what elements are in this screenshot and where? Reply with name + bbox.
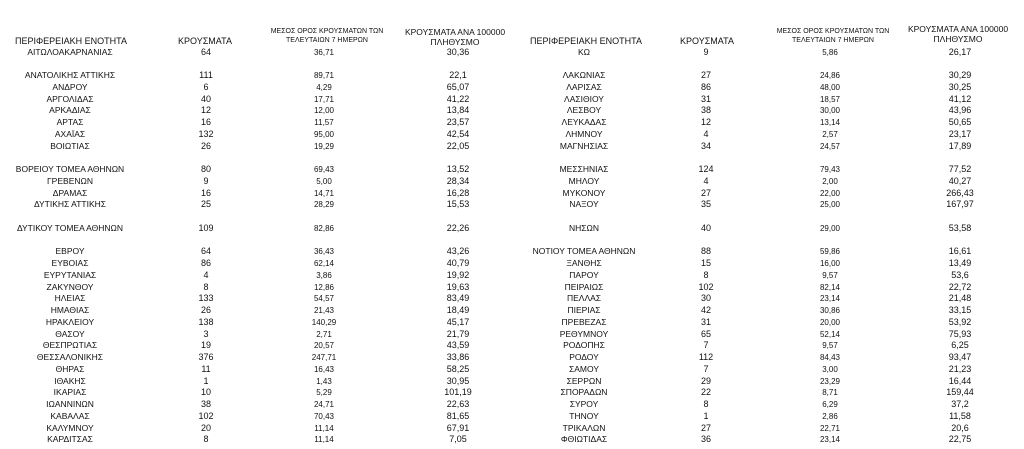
left-cell-avg: 3,86 — [316, 270, 332, 280]
right-table-row — [0, 434, 1024, 445]
right-cell-avg: 3,00 — [822, 364, 838, 374]
right-cell-cases: 8 — [703, 399, 709, 409]
left-cell-cases: 109 — [198, 222, 214, 233]
right-cell-name: ΠΑΡΟΥ — [569, 269, 599, 280]
left-cell-name: ΔΥΤΙΚΗΣ ΑΤΤΙΚΗΣ — [33, 199, 107, 210]
left-cell-avg: 19,29 — [313, 141, 335, 151]
right-table-row — [0, 199, 1024, 210]
right-table-row — [0, 94, 1024, 105]
right-cell-avg: 48,00 — [819, 82, 841, 92]
left-cell-cases: 19 — [200, 340, 212, 351]
right-cell-per: 22,75 — [948, 434, 972, 445]
right-cell-avg: 5,86 — [822, 47, 838, 57]
left-cell-avg: 62,14 — [313, 259, 335, 268]
left-cell-name: ΚΑΡΔΙΤΣΑΣ — [47, 434, 93, 445]
right-table-row — [0, 117, 1024, 128]
left-cell-avg: 36,71 — [313, 47, 335, 57]
left-cell-name: ΔΡΑΜΑΣ — [52, 187, 88, 198]
left-cell-avg: 69,43 — [313, 165, 335, 174]
left-cell-per: 81,65 — [446, 410, 470, 421]
right-cell-name: ΜΑΓΝΗΣΙΑΣ — [559, 140, 609, 151]
left-cell-cases: 86 — [200, 258, 212, 268]
left-cell-per: 45,17 — [446, 316, 470, 327]
left-cell-name: ΘΕΣΣΑΛΟΝΙΚΗΣ — [36, 352, 104, 362]
left-cell-cases: 138 — [198, 316, 214, 327]
right-cell-name: ΞΑΝΘΗΣ — [566, 258, 602, 268]
left-cell-avg: 1,43 — [316, 376, 332, 386]
left-cell-cases: 102 — [198, 410, 214, 421]
right-cell-per: 21,48 — [948, 293, 972, 304]
right-cell-avg: 16,00 — [819, 259, 841, 268]
right-cell-name: ΝΑΞΟΥ — [569, 199, 599, 210]
left-cell-cases: 26 — [200, 305, 212, 315]
right-header-cases: ΚΡΟΥΣΜΑΤΑ — [680, 36, 734, 46]
right-cell-per: 159,44 — [946, 387, 974, 398]
right-table-row — [0, 141, 1024, 152]
left-cell-cases: 64 — [200, 46, 212, 57]
left-cell-per: 13,84 — [446, 105, 470, 116]
right-cell-avg: 23,14 — [819, 435, 841, 445]
right-cell-cases: 124 — [698, 164, 714, 174]
right-table-row — [0, 211, 1024, 222]
right-cell-cases: 1 — [703, 410, 709, 421]
left-cell-per: 19,92 — [446, 269, 470, 280]
left-cell-name: ΘΕΣΠΡΩΤΙΑΣ — [42, 340, 98, 351]
right-table-row — [0, 152, 1024, 163]
left-cell-avg: 36,43 — [313, 247, 335, 257]
left-cell-avg: 24,71 — [313, 400, 335, 409]
left-cell-name: ΘΑΣΟΥ — [55, 328, 85, 339]
right-cell-cases: 8 — [703, 269, 709, 280]
right-cell-name: ΣΥΡΟΥ — [569, 399, 599, 409]
right-table-row — [0, 387, 1024, 398]
right-cell-per: 53,58 — [948, 222, 972, 233]
left-cell-per: 13,52 — [446, 164, 470, 174]
right-cell-avg: 2,57 — [822, 129, 838, 139]
left-cell-per: 42,54 — [446, 128, 470, 139]
right-table-row — [0, 70, 1024, 81]
left-cell-cases: 1 — [203, 375, 209, 386]
right-cell-avg: 52,14 — [819, 329, 841, 339]
left-cell-name: ΑΡΚΑΔΙΑΣ — [49, 105, 91, 116]
left-cell-name: ΒΟΡΕΙΟΥ ΤΟΜΕΑ ΑΘΗΝΩΝ — [15, 164, 125, 174]
left-cell-cases: 10 — [200, 387, 212, 398]
right-cell-name: ΛΑΣΙΘΙΟΥ — [564, 93, 604, 104]
right-table-row — [0, 235, 1024, 246]
left-cell-per: 16,28 — [446, 187, 470, 198]
left-cell-per: 30,36 — [446, 46, 470, 57]
right-cell-avg: 22,71 — [819, 423, 841, 433]
right-cell-avg: 20,00 — [819, 317, 841, 327]
left-cell-per: 43,26 — [446, 246, 470, 257]
left-cell-per: 23,57 — [446, 117, 470, 127]
right-cell-avg: 24,57 — [819, 141, 841, 151]
left-cell-cases: 6 — [203, 81, 209, 92]
right-cell-per: 6,25 — [951, 340, 969, 351]
right-cell-cases: 27 — [700, 422, 712, 433]
right-cell-name: ΣΑΜΟΥ — [568, 363, 600, 374]
right-cell-cases: 102 — [698, 281, 714, 292]
left-cell-name: ΙΩΑΝΝΙΝΩΝ — [46, 399, 94, 409]
left-cell-per: 21,79 — [446, 328, 470, 339]
right-table-row — [0, 47, 1024, 58]
left-header-per — [400, 27, 510, 47]
left-cell-per: 22,1 — [449, 70, 467, 80]
right-table-row — [0, 305, 1024, 316]
left-cell-avg: 54,57 — [313, 294, 335, 304]
left-header-region: ΠΕΡΙΦΕΡΕΙΑΚΗ ΕΝΟΤΗΤΑ — [14, 36, 128, 46]
right-table-row — [0, 176, 1024, 187]
left-cell-cases: 40 — [200, 93, 212, 104]
right-cell-per: 75,93 — [948, 328, 972, 339]
right-cell-avg: 23,14 — [819, 294, 841, 304]
right-cell-avg: 6,29 — [822, 400, 838, 409]
left-cell-cases: 9 — [203, 175, 209, 186]
right-cell-name: ΡΕΘΥΜΝΟΥ — [559, 328, 609, 339]
left-cell-cases: 8 — [203, 281, 209, 292]
left-cell-avg: 5,29 — [316, 388, 332, 398]
left-cell-cases: 16 — [200, 187, 212, 198]
right-cell-per: 20,6 — [951, 422, 969, 433]
right-header-per — [900, 24, 1016, 44]
right-cell-cases: 42 — [700, 305, 712, 315]
left-cell-cases: 16 — [200, 117, 212, 127]
right-cell-cases: 38 — [700, 105, 712, 116]
right-cell-per: 77,52 — [948, 164, 972, 174]
left-cell-per: 18,49 — [446, 305, 470, 315]
right-cell-per: 22,72 — [948, 281, 972, 292]
left-cell-avg: 17,71 — [313, 94, 335, 104]
right-cell-name: ΣΠΟΡΑΔΩΝ — [560, 387, 608, 398]
right-cell-name: ΡΟΔΟΠΗΣ — [563, 340, 605, 351]
right-cell-avg: 29,00 — [819, 223, 841, 233]
right-cell-cases: 30 — [700, 293, 712, 304]
left-cell-cases: 26 — [200, 140, 212, 151]
right-cell-avg: 9,57 — [822, 341, 838, 351]
right-table-row — [0, 293, 1024, 304]
right-cell-name: ΛΗΜΝΟΥ — [565, 128, 603, 139]
left-cell-name: ΚΑΒΑΛΑΣ — [50, 410, 90, 421]
right-cell-avg: 2,86 — [822, 411, 838, 421]
right-header-per-line2: ΠΛΗΘΥΣΜΟ — [933, 34, 983, 44]
left-cell-name: ΑΧΑΪΑΣ — [54, 128, 86, 139]
right-cell-per: 16,44 — [948, 375, 972, 386]
left-cell-per: 58,25 — [446, 363, 470, 374]
left-cell-cases: 64 — [200, 246, 212, 257]
left-cell-name: ΚΑΛΥΜΝΟΥ — [46, 422, 94, 433]
right-table-row — [0, 399, 1024, 410]
right-table-row — [0, 423, 1024, 434]
right-cell-cases: 65 — [700, 328, 712, 339]
left-cell-name: ΗΜΑΘΙΑΣ — [50, 305, 90, 315]
left-cell-avg: 70,43 — [313, 411, 335, 421]
left-cell-avg: 11,14 — [314, 435, 334, 445]
left-cell-cases: 25 — [200, 199, 212, 210]
right-cell-per: 53,6 — [951, 269, 969, 280]
right-cell-cases: 12 — [700, 117, 712, 127]
right-cell-name: ΠΕΙΡΑΙΩΣ — [564, 281, 604, 292]
right-table-row — [0, 270, 1024, 281]
left-cell-avg: 28,29 — [313, 200, 335, 210]
right-cell-name: ΤΗΝΟΥ — [569, 410, 599, 421]
left-header-cases: ΚΡΟΥΣΜΑΤΑ — [178, 36, 232, 46]
left-cell-avg: 95,00 — [313, 129, 335, 139]
right-header-avg-line1: ΜΕΣΟΣ ΟΡΟΣ ΚΡΟΥΣΜΑΤΩΝ ΤΩΝ — [776, 28, 890, 35]
left-cell-name: ΙΘΑΚΗΣ — [54, 375, 86, 386]
left-cell-cases: 11 — [201, 363, 211, 374]
right-cell-avg: 18,57 — [819, 94, 841, 104]
right-cell-cases: 36 — [700, 434, 712, 445]
right-table-row — [0, 340, 1024, 351]
right-cell-name: ΠΙΕΡΙΑΣ — [567, 305, 601, 315]
left-cell-cases: 132 — [198, 128, 214, 139]
left-cell-avg: 14,71 — [313, 188, 335, 198]
left-cell-per: 30,95 — [446, 375, 470, 386]
right-cell-per: 17,89 — [948, 140, 972, 151]
right-table-row — [0, 317, 1024, 328]
right-cell-avg: 24,86 — [819, 71, 841, 80]
right-table-row — [0, 364, 1024, 375]
right-cell-cases: 112 — [698, 352, 714, 362]
right-cell-cases: 22 — [700, 387, 712, 398]
right-cell-per: 26,17 — [948, 46, 972, 57]
left-cell-name: ΒΟΙΩΤΙΑΣ — [50, 140, 90, 151]
left-cell-avg: 12,00 — [313, 106, 335, 116]
left-cell-cases: 3 — [203, 328, 209, 339]
left-cell-per: 22,63 — [446, 399, 470, 409]
right-cell-avg: 2,00 — [822, 176, 838, 186]
left-cell-cases: 38 — [200, 399, 212, 409]
right-cell-per: 30,25 — [948, 81, 972, 92]
right-table-row — [0, 246, 1024, 257]
right-cell-avg: 9,57 — [822, 270, 838, 280]
right-header-per-line1: ΚΡΟΥΣΜΑΤΑ ΑΝΑ 100000 — [907, 24, 1009, 34]
right-cell-avg: 59,86 — [819, 247, 841, 257]
right-cell-per: 30,29 — [948, 70, 972, 80]
left-cell-per: 41,22 — [446, 93, 470, 104]
left-cell-avg: 2,71 — [316, 329, 332, 339]
right-cell-avg: 22,00 — [819, 188, 841, 198]
right-cell-per: 93,47 — [948, 352, 972, 362]
right-cell-name: ΜΗΛΟΥ — [568, 175, 600, 186]
right-cell-cases: 27 — [700, 70, 712, 80]
left-cell-name: ΙΚΑΡΙΑΣ — [53, 387, 87, 398]
right-cell-per: 21,23 — [948, 363, 972, 374]
right-header-avg — [768, 27, 898, 45]
left-cell-name: ΗΡΑΚΛΕΙΟΥ — [45, 316, 95, 327]
right-cell-name: ΣΕΡΡΩΝ — [566, 375, 602, 386]
right-cell-name: ΦΘΙΩΤΙΔΑΣ — [560, 434, 608, 445]
left-cell-per: 22,26 — [446, 222, 470, 233]
left-cell-name: ΖΑΚΥΝΘΟΥ — [46, 281, 94, 292]
right-table-row — [0, 164, 1024, 175]
right-cell-cases: 27 — [700, 187, 712, 198]
left-cell-name: ΑΡΓΟΛΙΔΑΣ — [46, 93, 94, 104]
left-cell-per: 65,07 — [446, 81, 470, 92]
right-cell-name: ΛΑΡΙΣΑΣ — [566, 81, 602, 92]
right-cell-avg: 82,14 — [819, 282, 841, 292]
right-cell-name: ΜΥΚΟΝΟΥ — [562, 187, 606, 198]
right-cell-per: 13,49 — [948, 258, 972, 268]
left-cell-name: ΕΥΡΥΤΑΝΙΑΣ — [43, 269, 97, 280]
right-cell-name: ΛΕΣΒΟΥ — [566, 105, 602, 116]
left-cell-name: ΑΙΤΩΛΟΑΚΑΡΝΑΝΙΑΣ — [27, 46, 113, 57]
right-cell-cases: 7 — [703, 363, 709, 374]
right-cell-avg: 25,00 — [819, 200, 841, 210]
right-cell-avg: 13,14 — [819, 118, 841, 127]
right-cell-avg: 30,86 — [819, 306, 841, 315]
left-cell-avg: 5,00 — [316, 176, 332, 186]
left-cell-per: 67,91 — [446, 422, 470, 433]
left-cell-cases: 4 — [203, 269, 209, 280]
left-cell-avg: 20,57 — [313, 341, 335, 351]
right-cell-cases: 31 — [700, 93, 712, 104]
left-cell-per: 33,86 — [446, 352, 470, 362]
right-cell-per: 50,65 — [948, 117, 972, 127]
right-cell-avg: 8,71 — [822, 388, 838, 398]
right-cell-name: ΜΕΣΣΗΝΙΑΣ — [559, 164, 609, 174]
left-cell-cases: 12 — [200, 105, 212, 116]
left-cell-cases: 8 — [203, 434, 209, 445]
right-table-row — [0, 411, 1024, 422]
left-cell-name: ΑΡΤΑΣ — [56, 117, 84, 127]
left-cell-name: ΕΥΒΟΙΑΣ — [51, 258, 89, 268]
right-cell-name: ΠΕΛΛΑΣ — [566, 293, 602, 304]
right-cell-name: ΝΗΣΩΝ — [568, 222, 600, 233]
right-cell-cases: 88 — [700, 246, 712, 257]
right-cell-name: ΝΟΤΙΟΥ ΤΟΜΕΑ ΑΘΗΝΩΝ — [532, 246, 636, 257]
left-cell-per: 22,05 — [446, 140, 470, 151]
right-table-row — [0, 58, 1024, 69]
right-cell-cases: 31 — [700, 316, 712, 327]
right-table-row — [0, 105, 1024, 116]
right-cell-avg: 84,43 — [819, 353, 841, 362]
left-cell-cases: 80 — [200, 164, 212, 174]
right-table-row — [0, 188, 1024, 199]
right-cell-name: ΡΟΔΟΥ — [569, 352, 599, 362]
right-cell-cases: 34 — [700, 140, 712, 151]
right-table-row — [0, 223, 1024, 234]
left-cell-per: 28,34 — [446, 175, 470, 186]
left-cell-avg: 11,57 — [314, 118, 334, 127]
right-cell-per: 53,92 — [948, 316, 972, 327]
left-cell-cases: 133 — [198, 293, 214, 304]
left-cell-avg: 247,71 — [311, 353, 337, 362]
right-header-avg-line2: ΤΕΛΕΥΤΑΙΩΝ 7 ΗΜΕΡΩΝ — [792, 37, 874, 44]
left-cell-avg: 16,43 — [313, 364, 335, 374]
left-cell-cases: 20 — [200, 422, 212, 433]
left-cell-name: ΕΒΡΟΥ — [55, 246, 85, 257]
right-cell-per: 37,2 — [951, 399, 969, 409]
right-cell-cases: 40 — [700, 222, 712, 233]
right-cell-name: ΛΕΥΚΑΔΑΣ — [561, 117, 607, 127]
left-cell-avg: 4,29 — [316, 82, 332, 92]
right-cell-cases: 15 — [700, 258, 712, 268]
right-table-row — [0, 282, 1024, 293]
right-table-row — [0, 258, 1024, 269]
left-header-avg-line2: ΤΕΛΕΥΤΑΙΩΝ 7 ΗΜΕΡΩΝ — [286, 37, 368, 44]
left-cell-per: 83,49 — [446, 293, 470, 304]
left-cell-per: 40,79 — [446, 258, 470, 268]
left-header-avg-line1: ΜΕΣΟΣ ΟΡΟΣ ΚΡΟΥΣΜΑΤΩΝ ΤΩΝ — [270, 28, 384, 35]
right-cell-per: 23,17 — [948, 128, 972, 139]
right-cell-name: ΠΡΕΒΕΖΑΣ — [561, 316, 607, 327]
right-cell-cases: 4 — [703, 175, 709, 186]
left-cell-avg: 11,14 — [314, 423, 334, 433]
right-table-row — [0, 329, 1024, 340]
right-cell-per: 266,43 — [946, 187, 974, 198]
left-cell-avg: 89,71 — [313, 71, 335, 80]
right-cell-per: 41,12 — [948, 93, 972, 104]
right-cell-avg: 23,29 — [819, 376, 841, 386]
left-header-per-line1: ΚΡΟΥΣΜΑΤΑ ΑΝΑ 100000 — [404, 27, 506, 37]
left-cell-per: 7,05 — [449, 434, 467, 445]
right-cell-cases: 86 — [700, 81, 712, 92]
left-cell-per: 101,19 — [444, 387, 472, 398]
left-header-per-line2: ΠΛΗΘΥΣΜΟ — [430, 37, 480, 47]
right-cell-per: 40,27 — [948, 175, 972, 186]
right-cell-cases: 9 — [703, 46, 709, 57]
left-cell-name: ΓΡΕΒΕΝΩΝ — [47, 175, 93, 186]
left-cell-cases: 111 — [199, 70, 213, 80]
right-table-row — [0, 129, 1024, 140]
right-cell-cases: 4 — [703, 128, 709, 139]
right-cell-per: 167,97 — [946, 199, 974, 210]
right-cell-avg: 30,00 — [819, 106, 841, 116]
left-cell-name: ΑΝΑΤΟΛΙΚΗΣ ΑΤΤΙΚΗΣ — [24, 70, 116, 80]
right-cell-name: ΤΡΙΚΑΛΩΝ — [562, 422, 606, 433]
right-cell-per: 43,96 — [948, 105, 972, 116]
right-cell-per: 16,61 — [948, 246, 972, 257]
left-cell-per: 15,53 — [446, 199, 470, 210]
left-cell-avg: 21,43 — [313, 306, 335, 315]
right-cell-avg: 79,43 — [819, 165, 841, 174]
left-cell-name: ΑΝΔΡΟΥ — [52, 81, 88, 92]
left-cell-name: ΘΗΡΑΣ — [55, 363, 85, 374]
right-table-row — [0, 376, 1024, 387]
right-cell-per: 11,58 — [949, 410, 971, 421]
left-cell-avg: 140,29 — [311, 317, 337, 327]
left-cell-name: ΔΥΤΙΚΟΥ ΤΟΜΕΑ ΑΘΗΝΩΝ — [16, 222, 124, 233]
right-cell-name: ΚΩ — [577, 46, 591, 57]
left-cell-avg: 12,86 — [313, 282, 335, 292]
left-cell-name: ΗΛΕΙΑΣ — [54, 293, 86, 304]
right-cell-cases: 35 — [700, 199, 712, 210]
left-header-avg — [262, 27, 392, 45]
right-table-row — [0, 352, 1024, 363]
right-cell-name: ΛΑΚΩΝΙΑΣ — [562, 70, 606, 80]
right-cell-cases: 29 — [700, 375, 712, 386]
left-cell-per: 43,59 — [446, 340, 470, 351]
right-table-row — [0, 82, 1024, 93]
right-header-region: ΠΕΡΙΦΕΡΕΙΑΚΗ ΕΝΟΤΗΤΑ — [529, 36, 643, 46]
left-cell-avg: 82,86 — [313, 223, 335, 233]
left-cell-cases: 376 — [198, 352, 214, 362]
left-cell-per: 19,63 — [446, 281, 470, 292]
right-cell-cases: 7 — [703, 340, 709, 351]
right-cell-per: 33,15 — [948, 305, 972, 315]
